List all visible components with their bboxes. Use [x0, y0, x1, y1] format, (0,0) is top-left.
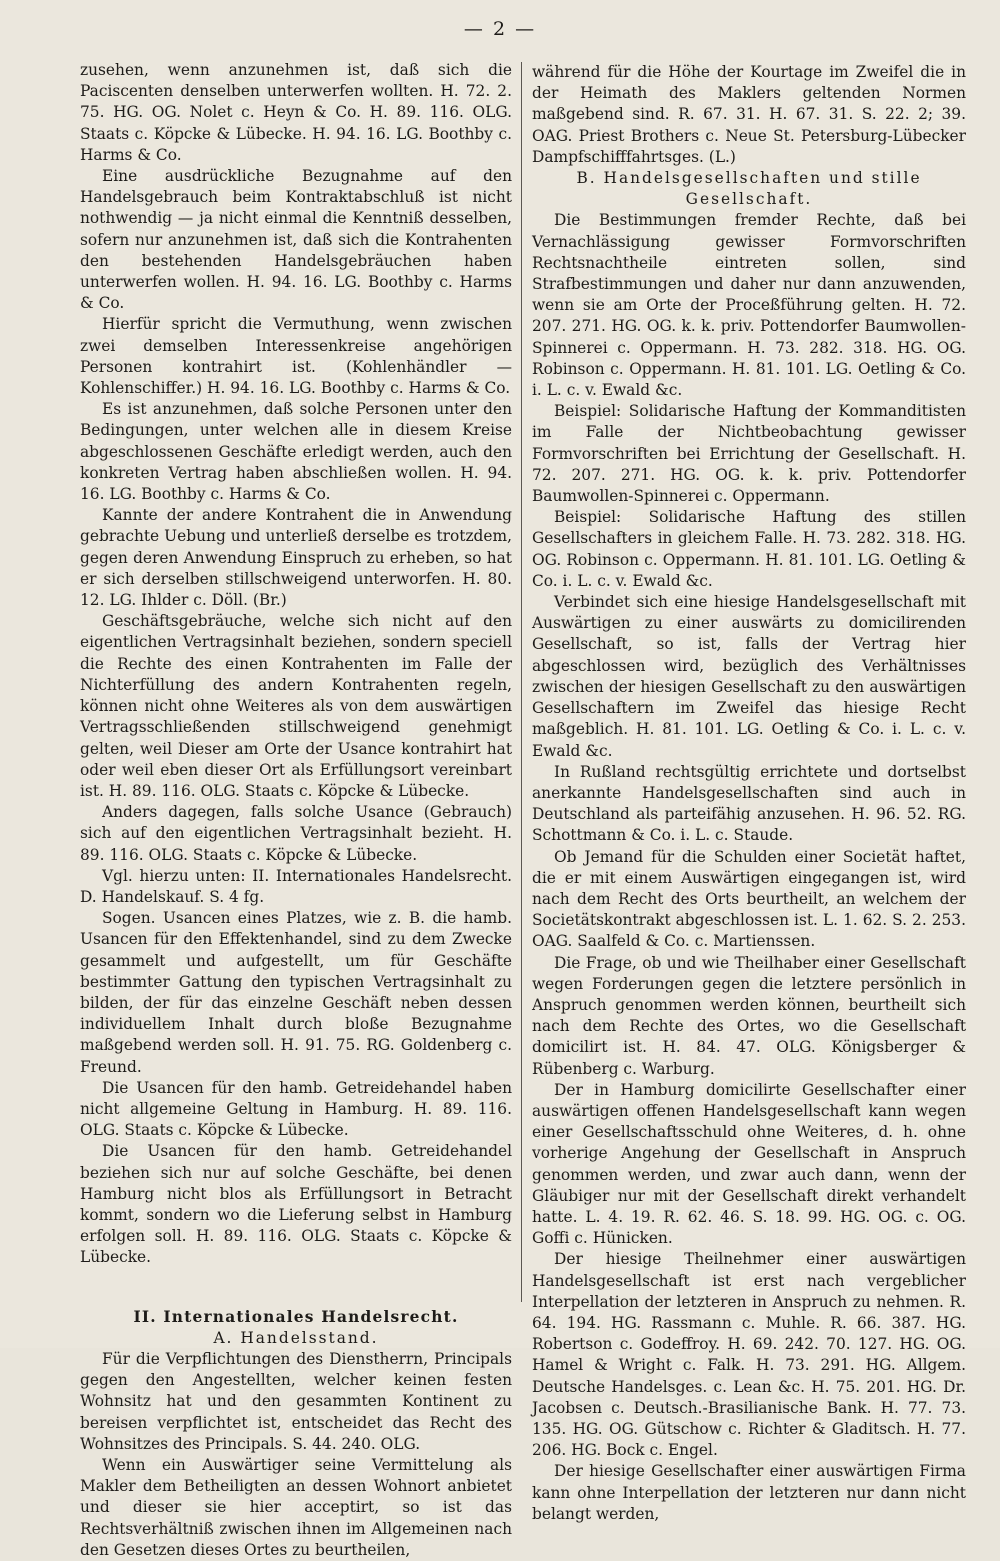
- paragraph: Beispiel: Solidarische Haftung der Kommanditisten im Falle der Nichtbeobachtung gewisser Formvorschriften bei Errichtung der Gesellschaft. H. 72. 207. 271. HG. OG. k. k. priv. Pottendorfer Baumwollen-Spinnerei c. Oppermann.: [532, 402, 966, 506]
- paragraph: Für die Verpflichtungen des Dienstherrn, Principals gegen den Angestellten, welcher keinen festen Wohnsitz hat und den gesammten Kontinent zu bereisen verpflichtet ist, entscheidet das Recht des Wohnsitzes des Principals. S. 44. 240. OLG.: [80, 1349, 512, 1453]
- subsection-heading: A. Handelsstand.: [213, 1328, 379, 1347]
- section-spacer: [80, 1269, 512, 1307]
- subsection-heading: B. Handelsgesellschaften und stille Gesellschaft.: [576, 169, 922, 209]
- paragraph: Geschäftsgebräuche, welche sich nicht auf den eigentlichen Vertragsinhalt beziehen, sondern speciell die Rechte des einen Kontrahenten im Falle der Nichterfüllung des andern Kontrahenten regeln, können nicht ohne Weiteres als von dem auswärtigen Vertragsschließenden stillschweigend genehmigt gelten, weil Dieser am Orte der Usance kontrahirt hat oder weil eben dieser Ort als Erfüllungsort vereinbart ist. H. 89. 116. OLG. Staats c. Köpcke & Lübecke.: [80, 612, 512, 800]
- paragraph: Die Usancen für den hamb. Getreidehandel beziehen sich nur auf solche Geschäfte, bei denen Hamburg nicht blos als Erfüllungsort in Betracht kommt, sondern wo die Lieferung selbst in Hamburg erfolgen soll. H. 89. 116. OLG. Staats c. Köpcke & Lübecke.: [80, 1142, 512, 1267]
- paragraph: Es ist anzunehmen, daß solche Personen unter den Bedingungen, unter welchen alle in diesem Kreise abgeschlossenen Geschäfte erledigt werden, auch den konkreten Vertrag haben abschließen wollen. H. 94. 16. LG. Boothby c. Harms & Co.: [80, 400, 512, 504]
- paragraph: Eine ausdrückliche Bezugnahme auf den Handelsgebrauch beim Kontraktabschluß ist nicht nothwendig — ja nicht einmal die Kenntniß desselben, sofern nur anzunehmen ist, daß sich die Kontrahenten den bestehenden Handelsgebräuchen haben unterwerfen wollen. H. 94. 16. LG. Boothby c. Harms & Co.: [80, 167, 512, 313]
- paragraph: Kannte der andere Kontrahent die in Anwendung gebrachte Uebung und unterließ derselbe es trotzdem, gegen deren Anwendung Einspruch zu erheben, so hat er sich derselben stillschweigend unterworfen. H. 80. 12. LG. Ihlder c. Döll. (Br.): [80, 506, 512, 610]
- column-divider: [521, 62, 522, 1302]
- right-column: [532, 62, 966, 1525]
- paragraph: Die Frage, ob und wie Theilhaber einer Gesellschaft wegen Forderungen gegen die letztere persönlich in Anspruch genommen werden können, beurtheilt sich nach dem Rechte des Ortes, wo die Gesellschaft domicilirt ist. H. 84. 47. OLG. Königsberger & Rübenberg c. Warburg.: [532, 953, 966, 1078]
- paragraph: Die Usancen für den hamb. Getreidehandel haben nicht allgemeine Geltung in Hamburg. H. 89. 116. OLG. Staats c. Köpcke & Lübecke.: [80, 1078, 512, 1140]
- paragraph: Hierfür spricht die Vermuthung, wenn zwischen zwei demselben Interessenkreise angehörigen Personen kontrahirt ist. (Kohlenhändler — Kohlenschiffer.) H. 94. 16. LG. Boothby c. Harms & Co.: [80, 315, 512, 398]
- paragraph: Sogen. Usancen eines Platzes, wie z. B. die hamb. Usancen für den Effektenhandel, sind zu dem Zwecke gesammelt und aufgestellt, um für Geschäfte bestimmter Gattung den typischen Vertragsinhalt zu bilden, der für das einzelne Geschäft neben dessen individuellem Inhalt durch bloße Bezugnahme maßgebend werden soll. H. 91. 75. RG. Goldenberg c. Freund.: [80, 909, 512, 1076]
- paragraph: Der hiesige Theilnehmer einer auswärtigen Handelsgesellschaft ist erst nach vergeblicher Interpellation der letzteren in Anspruch zu nehmen. R. 64. 194. HG. Rassmann c. Muhle. R. 66. 387. HG. Robertson c. Godeffroy. H. 69. 242. 70. 127. HG. OG. Hamel & Wright c. Falk. H. 73. 291. HG. Allgem. Deutsche Handelsges. c. Lean &c. H. 75. 201. HG. Dr. Jacobsen c. Deutsch.-Brasilianische Bank. H. 77. 73. 135. HG. OG. Gütschow c. Richter & Gladitsch. H. 77. 206. HG. Bock c. Engel.: [532, 1250, 966, 1460]
- page-number: — 2 —: [463, 18, 537, 40]
- paragraph: Verbindet sich eine hiesige Handelsgesellschaft mit Auswärtigen zu einer auswärts zu domicilirenden Gesellschaft, so ist, falls der Vertrag hier abgeschlossen wird, bezüglich des Verhältnisses zwischen der hiesigen Gesellschaft zu den auswärtigen Gesellschaftern im Zweifel das hiesige Recht maßgeblich. H. 81. 101. LG. Oetling & Co. i. L. c. v. Ewald &c.: [532, 593, 966, 760]
- paragraph: Ob Jemand für die Schulden einer Societät haftet, die er mit einem Auswärtigen eingegangen ist, wird nach dem Recht des Orts beurtheilt, an welchem der Societätskontrakt abgeschlossen ist. L. 1. 62. S. 2. 253. OAG. Saalfeld & Co. c. Martienssen.: [532, 847, 966, 951]
- paragraph: Der hiesige Gesellschafter einer auswärtigen Firma kann ohne Interpellation der letzteren nur dann nicht belangt werden,: [532, 1462, 966, 1523]
- paragraph: In Rußland rechtsgültig errichtete und dortselbst anerkannte Handelsgesellschaften sind auch in Deutschland als parteifähig anzusehen. H. 96. 52. RG. Schottmann & Co. i. L. c. Staude.: [532, 762, 966, 845]
- paragraph: Wenn ein Auswärtiger seine Vermittelung als Makler dem Betheiligten an dessen Wohnort anbietet und dieser sie hier acceptirt, so ist das Rechtsverhältniß zwischen ihnen im Allgemeinen nach den Gesetzen dieses Ortes zu beurtheilen,: [80, 1456, 512, 1559]
- left-column: [80, 60, 512, 1561]
- paragraph: Die Bestimmungen fremder Rechte, daß bei Vernachlässigung gewisser Formvorschriften Rechtsnachtheile eintreten sollen, sind Strafbestimmungen und daher nur dann anzuwenden, wenn sie am Orte der Proceßführung gelten. H. 72. 207. 271. HG. OG. k. k. priv. Pottendorfer Baumwollen-Spinnerei c. Oppermann. H. 73. 282. 318. HG. OG. Robinson c. Oppermann. H. 81. 101. LG. Oetling & Co. i. L. c. v. Ewald &c.: [532, 211, 966, 400]
- paragraph: während für die Höhe der Kourtage im Zweifel die in der Heimath des Maklers geltenden Normen maßgebend sind. R. 67. 31. H. 67. 31. S. 22. 2; 39. OAG. Priest Brothers c. Neue St. Petersburg-Lübecker Dampfschifffahrtsges. (L.): [532, 63, 966, 166]
- section-heading: II. Internationales Handelsrecht.: [133, 1307, 459, 1326]
- paragraph: Anders dagegen, falls solche Usance (Gebrauch) sich auf den eigentlichen Vertragsinhalt bezieht. H. 89. 116. OLG. Staats c. Köpcke & Lübecke.: [80, 803, 512, 864]
- paragraph: Beispiel: Solidarische Haftung des stillen Gesellschafters in gleichem Falle. H. 73. 282. 318. HG. OG. Robinson c. Oppermann. H. 81. 101. LG. Oetling & Co. i. L. c. v. Ewald &c.: [532, 508, 966, 590]
- paragraph: zusehen, wenn anzunehmen ist, daß sich die Paciscenten denselben unterwerfen wollten. H. 72. 2. 75. HG. OG. Nolet c. Heyn & Co. H. 89. 116. OLG. Staats c. Köpcke & Lübecke. H. 94. 16. LG. Boothby c. Harms & Co.: [80, 61, 512, 164]
- paragraph: Der in Hamburg domicilirte Gesellschafter einer auswärtigen offenen Handelsgesellschaft kann wegen einer Gesellschaftsschuld ohne Weiteres, d. h. ohne vorherige Angehung der Gesellschaft in Anspruch genommen werden, und zwar auch dann, wenn der Gläubiger nur mit der Gesellschaft direkt verhandelt hatte. L. 4. 19. R. 62. 46. S. 18. 99. HG. OG. c. OG. Goffi c. Hünicken.: [532, 1080, 966, 1248]
- paragraph: Vgl. hierzu unten: II. Internationales Handelsrecht. D. Handelskauf. S. 4 fg.: [80, 866, 512, 906]
